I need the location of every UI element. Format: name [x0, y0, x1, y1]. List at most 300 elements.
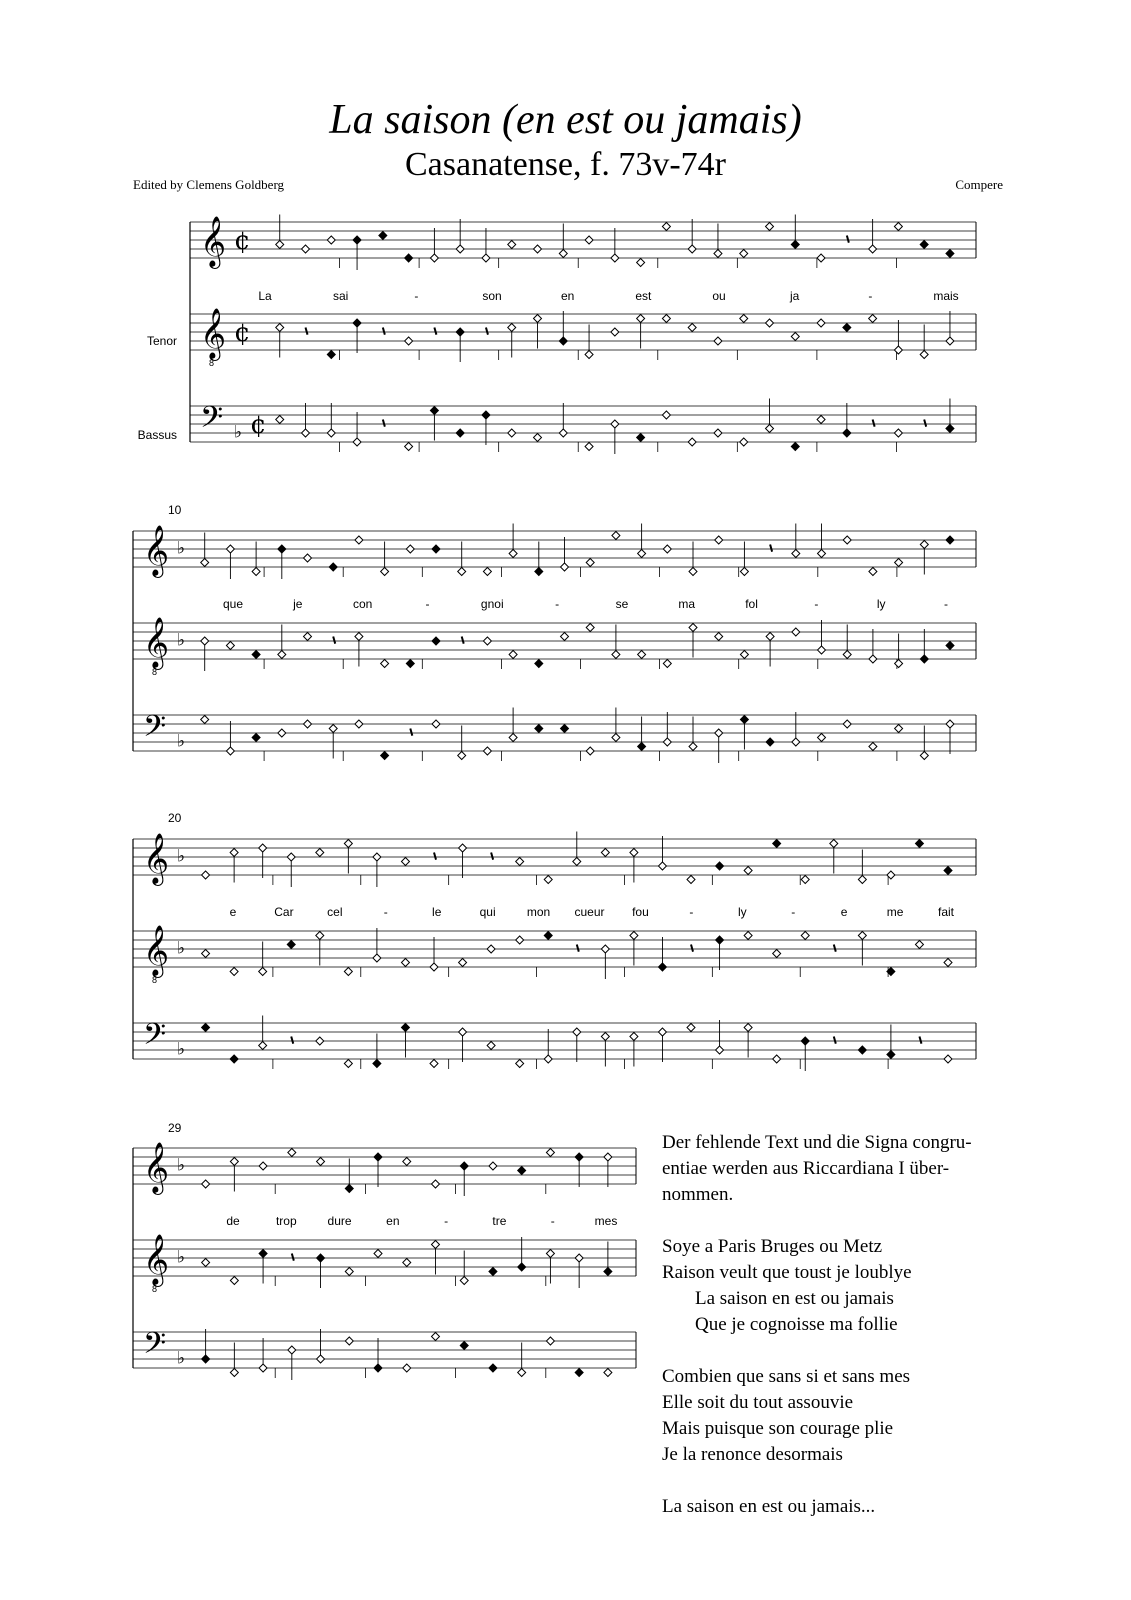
flat-icon: ♭ [177, 938, 186, 959]
note [689, 743, 697, 751]
note [259, 1162, 267, 1170]
note [766, 633, 774, 641]
note [843, 536, 851, 544]
lyric-syllable: que [222, 597, 244, 611]
note [740, 250, 748, 258]
lyric-syllable: - [868, 289, 873, 303]
note [575, 1369, 583, 1377]
note [773, 1055, 781, 1063]
editorial-notes [662, 1130, 1042, 1546]
note [374, 1364, 382, 1372]
rest-mark [292, 1254, 294, 1261]
note [355, 536, 363, 544]
note [202, 1024, 210, 1032]
note [345, 1185, 353, 1193]
note [355, 633, 363, 641]
poem-closing [662, 1494, 1042, 1520]
note [431, 1241, 439, 1249]
rest-mark [919, 1037, 921, 1044]
note [432, 637, 440, 645]
lyric-syllable: sai [332, 289, 349, 303]
note [535, 725, 543, 733]
rest-mark [434, 328, 436, 335]
note [345, 1337, 353, 1345]
note [403, 1158, 411, 1166]
note [895, 559, 903, 567]
flat-icon: ♭ [177, 1348, 186, 1369]
note [663, 660, 671, 668]
note [946, 425, 954, 433]
note [482, 254, 490, 262]
lyric-syllable: ly [737, 905, 747, 919]
lyric-syllable: se [615, 597, 629, 611]
note [586, 747, 594, 755]
lyric-syllable: ja [789, 289, 800, 303]
note [373, 954, 381, 962]
bass-clef-icon: 𝄢 [200, 401, 224, 442]
note [518, 1263, 526, 1271]
flat-icon: ♭ [177, 1039, 186, 1060]
rest-mark [847, 236, 849, 243]
note [818, 646, 826, 654]
note [546, 1149, 554, 1157]
note [716, 862, 724, 870]
notes-intro-line: nommen. [662, 1184, 734, 1205]
note [637, 259, 645, 267]
poem-line: Mais puisque son courage plie [662, 1418, 894, 1439]
note [740, 568, 748, 576]
note [818, 734, 826, 742]
lyric-syllable: fait [937, 905, 955, 919]
note [535, 660, 543, 668]
note [459, 959, 467, 967]
note [601, 1033, 609, 1041]
lyric-syllable: trop [275, 1214, 297, 1228]
bass-clef-icon: 𝄢 [143, 710, 167, 751]
note [744, 867, 752, 875]
poem-stanza-2 [662, 1364, 1042, 1468]
note [302, 429, 310, 437]
note [508, 241, 516, 249]
lyric-syllable: - [791, 905, 796, 919]
note [401, 858, 409, 866]
note [740, 651, 748, 659]
lyric-syllable: La [258, 289, 272, 303]
note [946, 337, 954, 345]
note [459, 1028, 467, 1036]
note [689, 568, 697, 576]
lyric-syllable: ou [712, 289, 726, 303]
note [518, 1167, 526, 1175]
note [518, 1369, 526, 1377]
composer-credit: Compere [955, 177, 1003, 192]
lyric-syllable: - [383, 905, 388, 919]
note [353, 319, 361, 327]
cut-time-icon: ¢ [234, 318, 251, 348]
note [259, 1042, 267, 1050]
treble-clef-icon: 𝄞 [143, 617, 170, 668]
note [612, 734, 620, 742]
note [381, 752, 389, 760]
note [801, 932, 809, 940]
note [202, 1259, 210, 1267]
cut-time-icon: ¢ [250, 410, 267, 440]
note [489, 1162, 497, 1170]
lyric-syllable: cel [327, 905, 343, 919]
page-subtitle: Casanatense, f. 73v-74r [404, 146, 726, 183]
note [544, 932, 552, 940]
cut-time-icon: ¢ [234, 226, 251, 256]
note [259, 844, 267, 852]
note [230, 1055, 238, 1063]
note [714, 429, 722, 437]
note [663, 545, 671, 553]
note [688, 245, 696, 253]
lyric-syllable: con [352, 597, 373, 611]
poem-line: Elle soit du tout assouvie [662, 1392, 854, 1413]
notes-intro [662, 1130, 1042, 1208]
note [304, 554, 312, 562]
note [895, 660, 903, 668]
lyric-syllable: - [814, 597, 819, 611]
octave-mark: 8 [209, 358, 215, 368]
note [817, 319, 825, 327]
poem-line: Combien que sans si et sans mes [662, 1366, 911, 1387]
note [534, 245, 542, 253]
note [483, 747, 491, 755]
flat-icon: ♭ [177, 731, 186, 752]
note [329, 725, 337, 733]
treble-clef-icon: 𝄞 [143, 525, 170, 576]
note [561, 725, 569, 733]
lyric-syllable: je [293, 597, 303, 611]
note [744, 932, 752, 940]
lyric-syllable: gnoi [480, 597, 504, 611]
note [202, 871, 210, 879]
treble-clef-icon: 𝄞 [143, 1142, 170, 1193]
note [612, 532, 620, 540]
note [353, 236, 361, 244]
note [843, 651, 851, 659]
note [259, 968, 267, 976]
note [946, 720, 954, 728]
note [715, 633, 723, 641]
note [858, 932, 866, 940]
note [792, 738, 800, 746]
note [344, 1060, 352, 1068]
note [373, 853, 381, 861]
note [431, 1333, 439, 1341]
note [405, 254, 413, 262]
lyric-syllable: - [444, 1214, 449, 1228]
note [252, 651, 260, 659]
rest-mark [486, 328, 488, 335]
note [714, 337, 722, 345]
note [611, 254, 619, 262]
note [818, 550, 826, 558]
measure-number-system-2: 10 [168, 503, 182, 517]
note [459, 844, 467, 852]
voice-label-bassus: Bassus [137, 428, 177, 442]
note [559, 429, 567, 437]
note [630, 849, 638, 857]
note [715, 536, 723, 544]
note [374, 1250, 382, 1258]
rest-mark [577, 945, 579, 952]
note [317, 1254, 325, 1262]
note [456, 429, 464, 437]
voice-label-tenor: Tenor [146, 334, 177, 348]
note [304, 720, 312, 728]
note [920, 752, 928, 760]
note [637, 315, 645, 323]
note [355, 720, 363, 728]
note [817, 254, 825, 262]
note [766, 319, 774, 327]
note [561, 563, 569, 571]
note [353, 438, 361, 446]
note [327, 351, 335, 359]
note [329, 563, 337, 571]
lyric-syllable: fou [632, 905, 649, 919]
note [302, 245, 310, 253]
poem-refrain-line: Que je cognoisse ma follie [695, 1314, 898, 1335]
note [401, 1024, 409, 1032]
note [287, 853, 295, 861]
rest-mark [770, 545, 772, 552]
lyric-syllable: dure [327, 1214, 352, 1228]
notes-intro-line: Der fehlende Text und die Signa congru- [662, 1132, 972, 1153]
lyric-syllable: qui [479, 905, 496, 919]
note [744, 1024, 752, 1032]
note [202, 1355, 210, 1363]
note [561, 633, 569, 641]
note [559, 250, 567, 258]
note [516, 936, 524, 944]
note [259, 1250, 267, 1258]
lyric-syllable: en [560, 289, 575, 303]
note [489, 1268, 497, 1276]
note [894, 346, 902, 354]
octave-mark: 8 [152, 667, 158, 677]
note [663, 738, 671, 746]
note [869, 743, 877, 751]
note [869, 568, 877, 576]
lyric-syllable: mes [594, 1214, 618, 1228]
note [509, 550, 517, 558]
poem-refrain-line: La saison en est ou jamais [695, 1288, 894, 1309]
rest-mark [333, 637, 335, 644]
rest-mark [306, 328, 308, 335]
lyric-syllable: de [226, 1214, 240, 1228]
note [895, 725, 903, 733]
note [252, 568, 260, 576]
measure-number-system-4: 29 [168, 1121, 182, 1135]
note [403, 1364, 411, 1372]
note [773, 840, 781, 848]
note [894, 429, 902, 437]
note [658, 963, 666, 971]
note [201, 637, 209, 645]
note [946, 642, 954, 650]
note [316, 849, 324, 857]
note [230, 968, 238, 976]
note [456, 328, 464, 336]
poem-line: La saison en est ou jamais... [662, 1496, 876, 1517]
note [534, 434, 542, 442]
note [688, 324, 696, 332]
note [716, 936, 724, 944]
note [373, 1060, 381, 1068]
measure-number-system-3: 20 [168, 811, 182, 825]
note [487, 1042, 495, 1050]
note [792, 550, 800, 558]
note [430, 254, 438, 262]
note [278, 651, 286, 659]
note [509, 734, 517, 742]
note [487, 945, 495, 953]
note [773, 950, 781, 958]
lyric-syllable: - [414, 289, 419, 303]
note [456, 245, 464, 253]
note [658, 862, 666, 870]
note [604, 1153, 612, 1161]
note [687, 1024, 695, 1032]
note [489, 1364, 497, 1372]
rest-mark [873, 420, 875, 427]
octave-mark: 8 [152, 975, 158, 985]
note [460, 1162, 468, 1170]
lyric-syllable: - [944, 597, 948, 611]
note [226, 545, 234, 553]
note [766, 425, 774, 433]
note [252, 734, 260, 742]
note [344, 968, 352, 976]
lyric-syllable: son [482, 289, 502, 303]
note [801, 1037, 809, 1045]
note [405, 443, 413, 451]
note [601, 945, 609, 953]
note [920, 655, 928, 663]
note [482, 411, 490, 419]
lyric-syllable: en [386, 1214, 400, 1228]
note [401, 959, 409, 967]
flat-icon: ♭ [177, 538, 186, 559]
note [946, 250, 954, 258]
treble-clef-icon: 𝄞 [143, 925, 170, 976]
rest-mark [834, 1037, 836, 1044]
note [230, 1369, 238, 1377]
note [920, 351, 928, 359]
rest-mark [383, 328, 385, 335]
note [612, 651, 620, 659]
lyric-syllable: mon [526, 905, 551, 919]
note [662, 315, 670, 323]
lyric-syllable: ma [678, 597, 696, 611]
note [843, 720, 851, 728]
note [791, 241, 799, 249]
flat-icon: ♭ [177, 1247, 186, 1268]
note [575, 1254, 583, 1262]
treble-clef-icon: 𝄞 [143, 833, 170, 884]
note [688, 438, 696, 446]
poem-line: Raison veult que toust je loublye [662, 1262, 912, 1283]
note [715, 729, 723, 737]
note [573, 858, 581, 866]
note [460, 1342, 468, 1350]
lyric-syllable: le [432, 905, 442, 919]
note [483, 637, 491, 645]
note [662, 223, 670, 231]
note [535, 568, 543, 576]
note [740, 716, 748, 724]
poem-line: Soye a Paris Bruges ou Metz [662, 1236, 883, 1257]
note [637, 434, 645, 442]
note [858, 1046, 866, 1054]
note [458, 752, 466, 760]
note [381, 660, 389, 668]
note [508, 429, 516, 437]
note [658, 1028, 666, 1036]
note [894, 223, 902, 231]
note [432, 545, 440, 553]
note [460, 1277, 468, 1285]
note [915, 941, 923, 949]
lyric-syllable: - [689, 905, 694, 919]
note [201, 716, 209, 724]
note [585, 351, 593, 359]
note [288, 1149, 296, 1157]
note [638, 550, 646, 558]
note [403, 1259, 411, 1267]
note [458, 568, 466, 576]
rest-mark [410, 729, 412, 736]
note [585, 236, 593, 244]
note [920, 541, 928, 549]
rest-mark [691, 945, 693, 952]
note [316, 1037, 324, 1045]
note [586, 559, 594, 567]
note [915, 840, 923, 848]
note [379, 232, 387, 240]
note [202, 1180, 210, 1188]
lyric-syllable: e [840, 905, 848, 919]
note [230, 849, 238, 857]
treble-clef-icon: 𝄞 [200, 216, 227, 267]
rest-mark [462, 637, 464, 644]
note [869, 245, 877, 253]
note [843, 324, 851, 332]
note [546, 1337, 554, 1345]
lyric-syllable: Car [274, 905, 294, 919]
note [276, 416, 284, 424]
note [944, 959, 952, 967]
note [791, 443, 799, 451]
rest-mark [491, 853, 493, 860]
note [327, 236, 335, 244]
lyric-syllable: fol [745, 597, 758, 611]
note [374, 1153, 382, 1161]
note [573, 1028, 581, 1036]
note [276, 324, 284, 332]
note [575, 1153, 583, 1161]
note [406, 660, 414, 668]
note [516, 858, 524, 866]
note [288, 1346, 296, 1354]
note [662, 411, 670, 419]
treble-clef-icon: 𝄞 [143, 1234, 170, 1285]
note [546, 1250, 554, 1258]
